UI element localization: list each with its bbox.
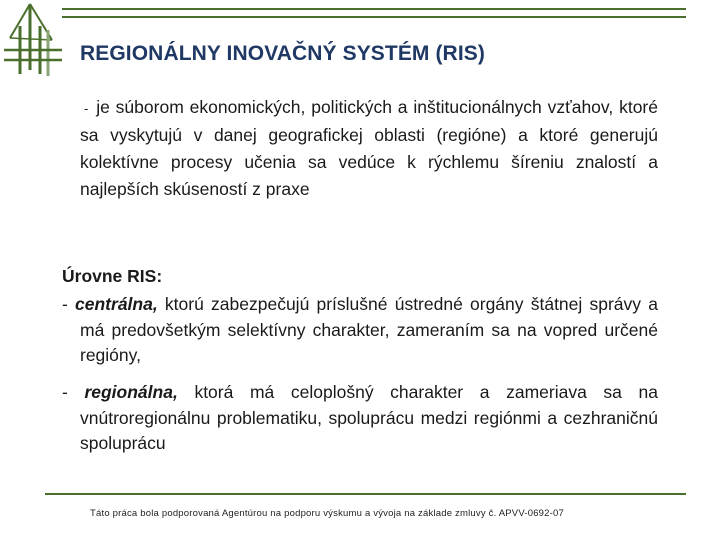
definition-dash: - (84, 101, 89, 116)
footer-acknowledgement: Táto práca bola podporovaná Agentúrou na podporu výskumu a vývoja na základe zmluvy č. APVV-0692-07 (90, 508, 564, 519)
page-title: REGIONÁLNY INOVAČNÝ SYSTÉM (RIS) (80, 42, 485, 65)
level-term: centrálna, (75, 294, 158, 314)
level-text: ktorá má celoplošný charakter a zameriava sa na vnútroregionálnu problematiku, spoluprácu medzi regiónmi a cezhraničnú spoluprácu (80, 382, 658, 453)
definition-text: je súborom ekonomických, politických a inštitucionálnych vzťahov, ktoré sa vyskytujú v danej geografickej oblasti (regióne) a ktoré generujú kolektívne procesy učenia sa vedúce k rýchlemu šíreniu znalostí a najlepších skúseností z praxe (80, 97, 658, 199)
crossed-tree-logo-icon (0, 0, 70, 80)
level-item-regional (62, 380, 658, 457)
level-dash: - (62, 294, 68, 314)
levels-heading: Úrovne RIS: (62, 266, 163, 286)
top-divider-upper (62, 8, 686, 10)
level-term: regionálna, (84, 382, 178, 402)
level-text: ktorú zabezpečujú príslušné ústredné orgány štátnej správy a má predovšetkým selektívny charakter, zameraním sa na vopred určené regióny, (80, 294, 658, 365)
definition-paragraph (80, 94, 658, 203)
bottom-divider (45, 493, 686, 495)
level-item-central (62, 292, 658, 369)
top-divider-lower (62, 16, 686, 18)
level-dash: - (62, 382, 68, 402)
